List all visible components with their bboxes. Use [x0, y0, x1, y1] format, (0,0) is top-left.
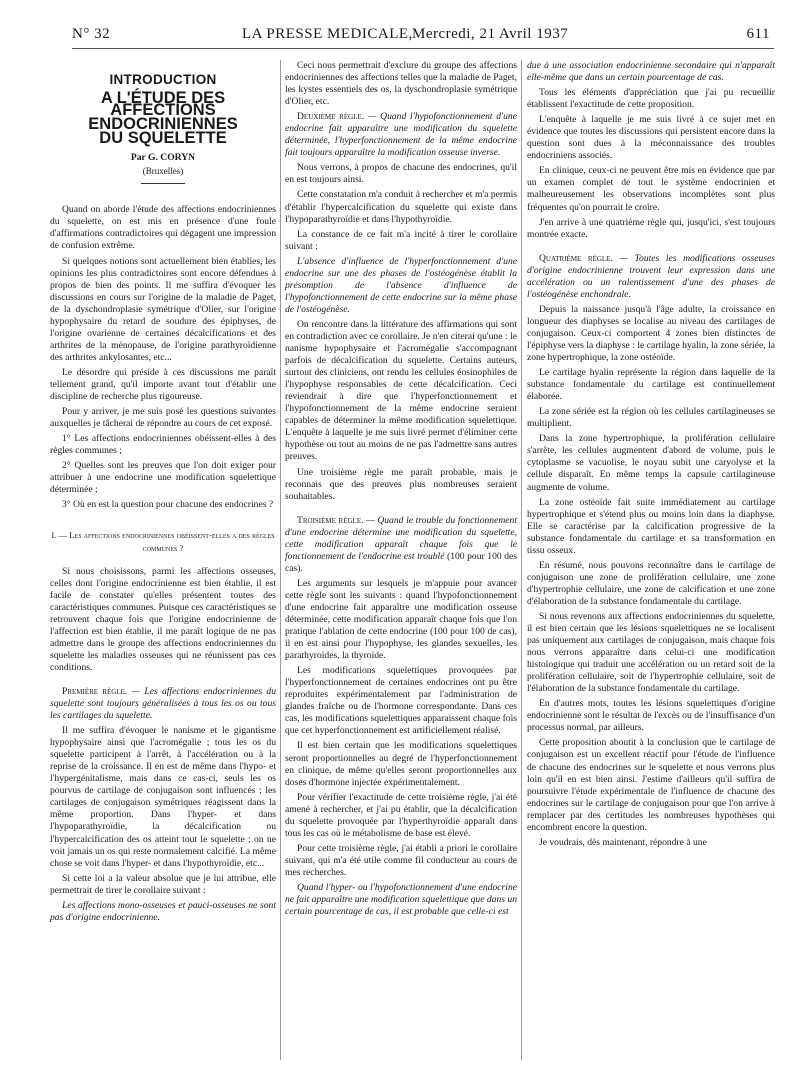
- column-1: [50, 60, 276, 927]
- header-rule: [72, 48, 774, 49]
- article-title: [50, 72, 276, 148]
- title-line-1: INTRODUCTION: [109, 72, 217, 87]
- paragraph: Si nous revenons aux affections endocriniennes du squelette, il est bien certain que les lésions squelettiques ne se localisent pas uniquement aux cartilages de conjugaison, mais chaque fois nous verrons apparaître dans celui-ci une modification histologique qui traduit une accélération ou un retard soit de la prolifération cellulaire, soit de l'hypertrophie cellulaire, soit de l'élaboration de la substance fondamentale du cartilage.: [527, 610, 775, 695]
- question-2: 2° Quelles sont les preuves que l'on doit exiger pour attribuer à une endocrine une modification squelettique déterminée ;: [50, 460, 276, 496]
- issue-date: Mercredi, 21 Avril 1937: [412, 26, 569, 42]
- paragraph: Cette constatation m'a conduit à rechercher et m'a permis d'établir l'hypercalcification du squelette qui existe dans l'hypoparathyroïdie et dans l'hypothyroïdie.: [285, 189, 517, 225]
- paragraph: L'enquête à laquelle je me suis livré à ce sujet met en évidence que toutes les discussions qui persistent encore dans la question sont dues à la méconnaissance des troubles endocriniens associés.: [527, 114, 775, 162]
- paragraph: En d'autres mots, toutes les lésions squelettiques d'origine endocrinienne sont le résultat de l'excès ou de l'insuffisance d'un processus normal, par ailleurs.: [527, 698, 775, 734]
- corollary-continued: due à une association endocrinienne secondaire qui n'apparaît elle-même que dans un certain pourcentage de cas.: [527, 60, 775, 84]
- title-line-3: ENDOCRINIENNES: [88, 115, 238, 134]
- paragraph: On rencontre dans la littérature des affirmations qui sont en contradiction avec ce corollaire. Je n'en citerai qu'une : le nanisme hypophysaire et l'acromégalie s'accompagnant parfois de décalcification du squelette. Certains auteurs, surtout des cliniciens, ont rendu les cellules éosinophiles de l'hypophyse responsables de cette décalcification. Ceci reviendrait à dire que l'hyperfonctionnement et l'hypofonctionnement de la même endocrine seraient capables de déterminer la même modification squelettique. L'enquête à laquelle je me suis livré permet d'éliminer cette hypothèse ou tout au moins de ne pas l'admettre sans autres preuves.: [285, 318, 517, 463]
- paragraph: Depuis la naissance jusqu'à l'âge adulte, la croissance en longueur des diaphyses se localise au niveau des cartilages de conjugaison. Ceux-ci comportent 4 zones bien distinctes de l'épiphyse vers la diaphyse : le cartilage hyalin, la zone sériée, la zone hypertrophique, la zone ostéoïde.: [527, 303, 775, 364]
- title-line-4: DU SQUELETTE: [99, 129, 227, 148]
- column-divider-1: [280, 60, 281, 1060]
- paragraph: Il me suffira d'évoquer le nanisme et le gigantisme hypophysaire ainsi que l'acromégalie ; tous les os du squelette participent à l'arrêt, à l'accélération ou à la reprise de la croissance. Il en est de même dans l'hypo- et l'hypergénitalisme, mais dans ce cas-ci, seuls les os pourvus de cartilage de conjugaison sont influencés ; les cartilages de conjugaison symétriques réagissent dans la même proportion. Dans l'hyper- et dans l'hypoparathyroïdie, la décalcification ou l'hypercalcification des os atteint tout le squelette ; on ne voit jamais un os qui reste normalement calcifié. La même chose se voit dans l'hyper- et dans l'hypothyroïdie, etc...: [50, 725, 276, 869]
- paragraph: Nous verrons, à propos de chacune des endocrines, qu'il en est toujours ainsi.: [285, 162, 517, 186]
- rule-1: [50, 686, 276, 722]
- rule-label: Première règle.: [62, 685, 128, 697]
- corollary: Quand l'hyper- ou l'hypofonctionnement d'une endocrine ne fait apparaître une modification squelettique que dans un certain pourcentage de cas, il est probable que celle-ci est: [285, 882, 517, 918]
- rule-label: Deuxième règle.: [297, 111, 365, 123]
- rule-label: Troisième règle.: [297, 514, 364, 526]
- paragraph: Le désordre qui préside à ces discussions me paraît tellement grand, qu'il importe avant tout d'établir une discipline de recherche plus rigoureuse.: [50, 366, 276, 403]
- paragraph: La constance de ce fait m'a incité à tirer le corollaire suivant :: [285, 228, 517, 252]
- paragraph: Cette proposition aboutit à la conclusion que le cartilage de conjugaison est un excellent réactif pour l'étude de l'influence de chacune des endocrines sur le squelette et nous verrons plus loin qu'il en est bien ainsi. J'estime d'ailleurs qu'il suffira de poursuivre l'étude expérimentale de l'influence de chacune des endocrines sur le cartilage de conjugaison pour que l'on arrive à remplacer par des certitudes les nombreuses hypothèses qui encombrent encore la question.: [527, 737, 775, 833]
- rule-2: [285, 111, 517, 159]
- rule-label: Quatrième règle.: [539, 252, 613, 264]
- rule-tail: (100 pour 100 des cas).: [285, 550, 517, 574]
- rule-text: — Quand le trouble du fonctionnement d'une endocrine détermine une modification du squelette, cette modification apparaît chaque fois que le fonctionnement de l'endocrine est troublé: [285, 514, 518, 562]
- paragraph: Les modifications squelettiques provoquées par l'hyperfonctionnement de certaines endocrines ont pu être reproduites expérimentalement par l'administration de glandes fraîche ou de l'hormone correspondante. Dans ces cas, les modifications squelettiques apparaissent chaque fois que cet hyperfonctionnement est artificiellement réalisé.: [285, 665, 517, 737]
- paragraph: Pour y arriver, je me suis posé les questions suivantes auxquelles je tâcherai de répondre au cours de cet exposé.: [50, 406, 276, 430]
- corollary: L'absence d'influence de l'hyperfonctionnement d'une endocrine sur une des phases de l'ostéogénèse établit la présomption de l'absence d'influence de l'hypofonctionnement de cette endocrine sur la même phase de l'ostéogénèse.: [285, 255, 517, 315]
- section-heading: I. — Les affections endocriniennes obéissent-elles a des règles communes ?: [51, 530, 275, 553]
- paragraph: Ceci nous permettrait d'exclure du groupe des affections endocriniennes des affections telles que la maladie de Paget, les kystes essentiels des os, la dyschondroplasie symétrique d'Olier, etc.: [285, 60, 517, 108]
- paragraph: La zone sériée est la région où les cellules cartilagineuses se multiplient.: [527, 406, 775, 430]
- rule-text: — Toutes les modifications osseuses d'origine endocrinienne trouvent leur expression dans une accélération ou un ralentissement d'une des phases de l'ostéogénèse enchondrale.: [527, 252, 775, 300]
- paragraph: Si cette loi a la valeur absolue que je lui attribue, elle permettrait de tirer le corollaire suivant :: [50, 872, 276, 896]
- rule-text: — Quand l'hypofonctionnement d'une endocrine fait apparaître une modification du squelette déterminée, l'hyperfonctionnement de la même endocrine fait toujours apparaître la modification osseuse inverse.: [285, 111, 517, 159]
- page-number: 611: [746, 26, 770, 42]
- page-header: [72, 26, 772, 46]
- paragraph: Dans la zone hypertrophique, la prolifération cellulaire s'arrête, les cellules augmentent d'abord de volume, puis le cytoplasme se vacuolise, le noyau subit une caryolyse et la cellule disparaît. En même temps la capsule cartilagineuse augmente de volume.: [527, 433, 775, 493]
- rule-text: — Les affections endocriniennes du squelette sont toujours généralisées à tous les os ou tous les cartilages du squelette.: [50, 685, 277, 722]
- paragraph: Tous les éléments d'appréciation que j'ai pu recueillir établissent l'exactitude de cette proposition.: [527, 87, 775, 111]
- paragraph: En clinique, ceux-ci ne peuvent être mis en évidence que par un examen complet de tout le système endocrinien et malheureusement les observations incomplètes sont plus fréquentes qu'on pourrait le croire.: [527, 165, 775, 213]
- paragraph: Une troisième règle me paraît probable, mais je reconnais que des preuves plus nombreuses seraient souhaitables.: [285, 466, 517, 502]
- paragraph: Si quelques notions sont actuellement bien établies, les opinions les plus contradictoires sont encore défendues à propos de bien des points. Il me suffira d'évoquer les discussions en cours sur l'origine de la maladie de Paget, de la dyschondroplasie symétrique d'Olier, sur l'origine hypophysaire du retard de soudure des épiphyses, de l'origine ovarienne de certaines décalcifications et des arthrites de la ménopause, de l'origine parathyroïdienne des arthrites ankylosantes, etc...: [50, 255, 276, 363]
- paragraph: J'en arrive à une quatrième règle qui, jusqu'ici, s'est toujours montrée exacte.: [527, 216, 775, 240]
- title-separator: [141, 183, 185, 184]
- paragraph: Pour vérifier l'exactitude de cette troisième règle, j'ai été amené à rechercher, et j'ai pu établir, que la décalcification du squelette provoquée par l'hyperthyroïdie apparaît dans tous les cas où le métabolisme de base est élevé.: [285, 791, 517, 839]
- rule-3: [285, 515, 517, 575]
- paragraph: Il est bien certain que les modifications squelettiques seront proportionnelles au degré de l'hyperfonctionnement en clinique, de même qu'elles seront proportionnelles aux doses d'hormone injectée expérimentalement.: [285, 740, 517, 788]
- journal-name: LA PRESSE MEDICALE,: [242, 26, 413, 42]
- paragraph: Le cartilage hyalin représente la région dans laquelle de la substance fondamentale du cartilage est continuellement élaborée.: [527, 367, 775, 403]
- issue-number: N° 32: [72, 26, 111, 42]
- author-byline: Par G. CORYN: [130, 152, 196, 164]
- question-1: 1° Les affections endocriniennes obéissent-elles à des règles communes ;: [50, 433, 276, 457]
- paragraph: Quand on aborde l'étude des affections endocriniennes du squelette, on est mis en présence d'une foule d'affirmations contradictoires qui dégagent une impression de confusion extrême.: [50, 204, 276, 252]
- column-3: [527, 60, 775, 852]
- question-3: 3° Où en est la question pour chacune des endocrines ?: [62, 499, 274, 511]
- column-divider-2: [521, 60, 522, 1060]
- title-line-2: A L'ÉTUDE DES AFFECTIONS: [100, 89, 226, 120]
- paragraph: La zone ostéoïde fait suite immédiatement au cartilage hypertrophique et s'étend plus ou moins loin dans la diaphyse. Elle se caractérise par la calcification progressive de la substance fondamentale du cartilage et sa transformation en tissu osseux.: [527, 496, 775, 556]
- paragraph: Pour cette troisième règle, j'ai établi a priori le corollaire suivant, qui m'a été utile comme fil conducteur au cours de mes recherches.: [285, 842, 517, 878]
- rule-4: [527, 253, 775, 301]
- paragraph: Si nous choisissons, parmi les affections osseuses, celles dont l'origine endocrinienne est bien établie, il est facile de constater qu'elles présentent toutes des caractéristiques communes. Puisque ces caractéristiques se retrouvent chaque fois que l'origine endocrinienne de l'affection est bien établie, il me paraît logique de ne pas admettre dans le groupe des affections endocriniennes du squelette les maladies osseuses qui ne réunissent pas ces conditions.: [50, 565, 276, 673]
- paragraph: Je voudrais, dès maintenant, répondre à une: [539, 836, 707, 848]
- column-2: [285, 60, 517, 921]
- author-affiliation: (Bruxelles): [142, 166, 184, 177]
- paragraph: Les arguments sur lesquels je m'appuie pour avancer cette règle sont les suivants : quand l'hypofonctionnement d'une endocrine fait apparaître une modification osseuse déterminée, cette modification apparaît chaque fois que l'on pratique l'ablation de cette endocrine (100 pour 100 de cas), il en est ainsi pour l'hypophyse, les glandes sexuelles, les parathyroïdes, la thyroïde.: [285, 577, 517, 662]
- corollary: Les affections mono-osseuses et pauci-osseuses ne sont pas d'origine endocrinienne.: [50, 899, 276, 923]
- paragraph: En résumé, nous pouvons reconnaître dans le cartilage de conjugaison une zone de prolifération cellulaire, une zone d'hypertrophie cellulaire, une zone de calcification et une zone d'élaboration de la substance fondamentale du cartilage.: [527, 559, 775, 607]
